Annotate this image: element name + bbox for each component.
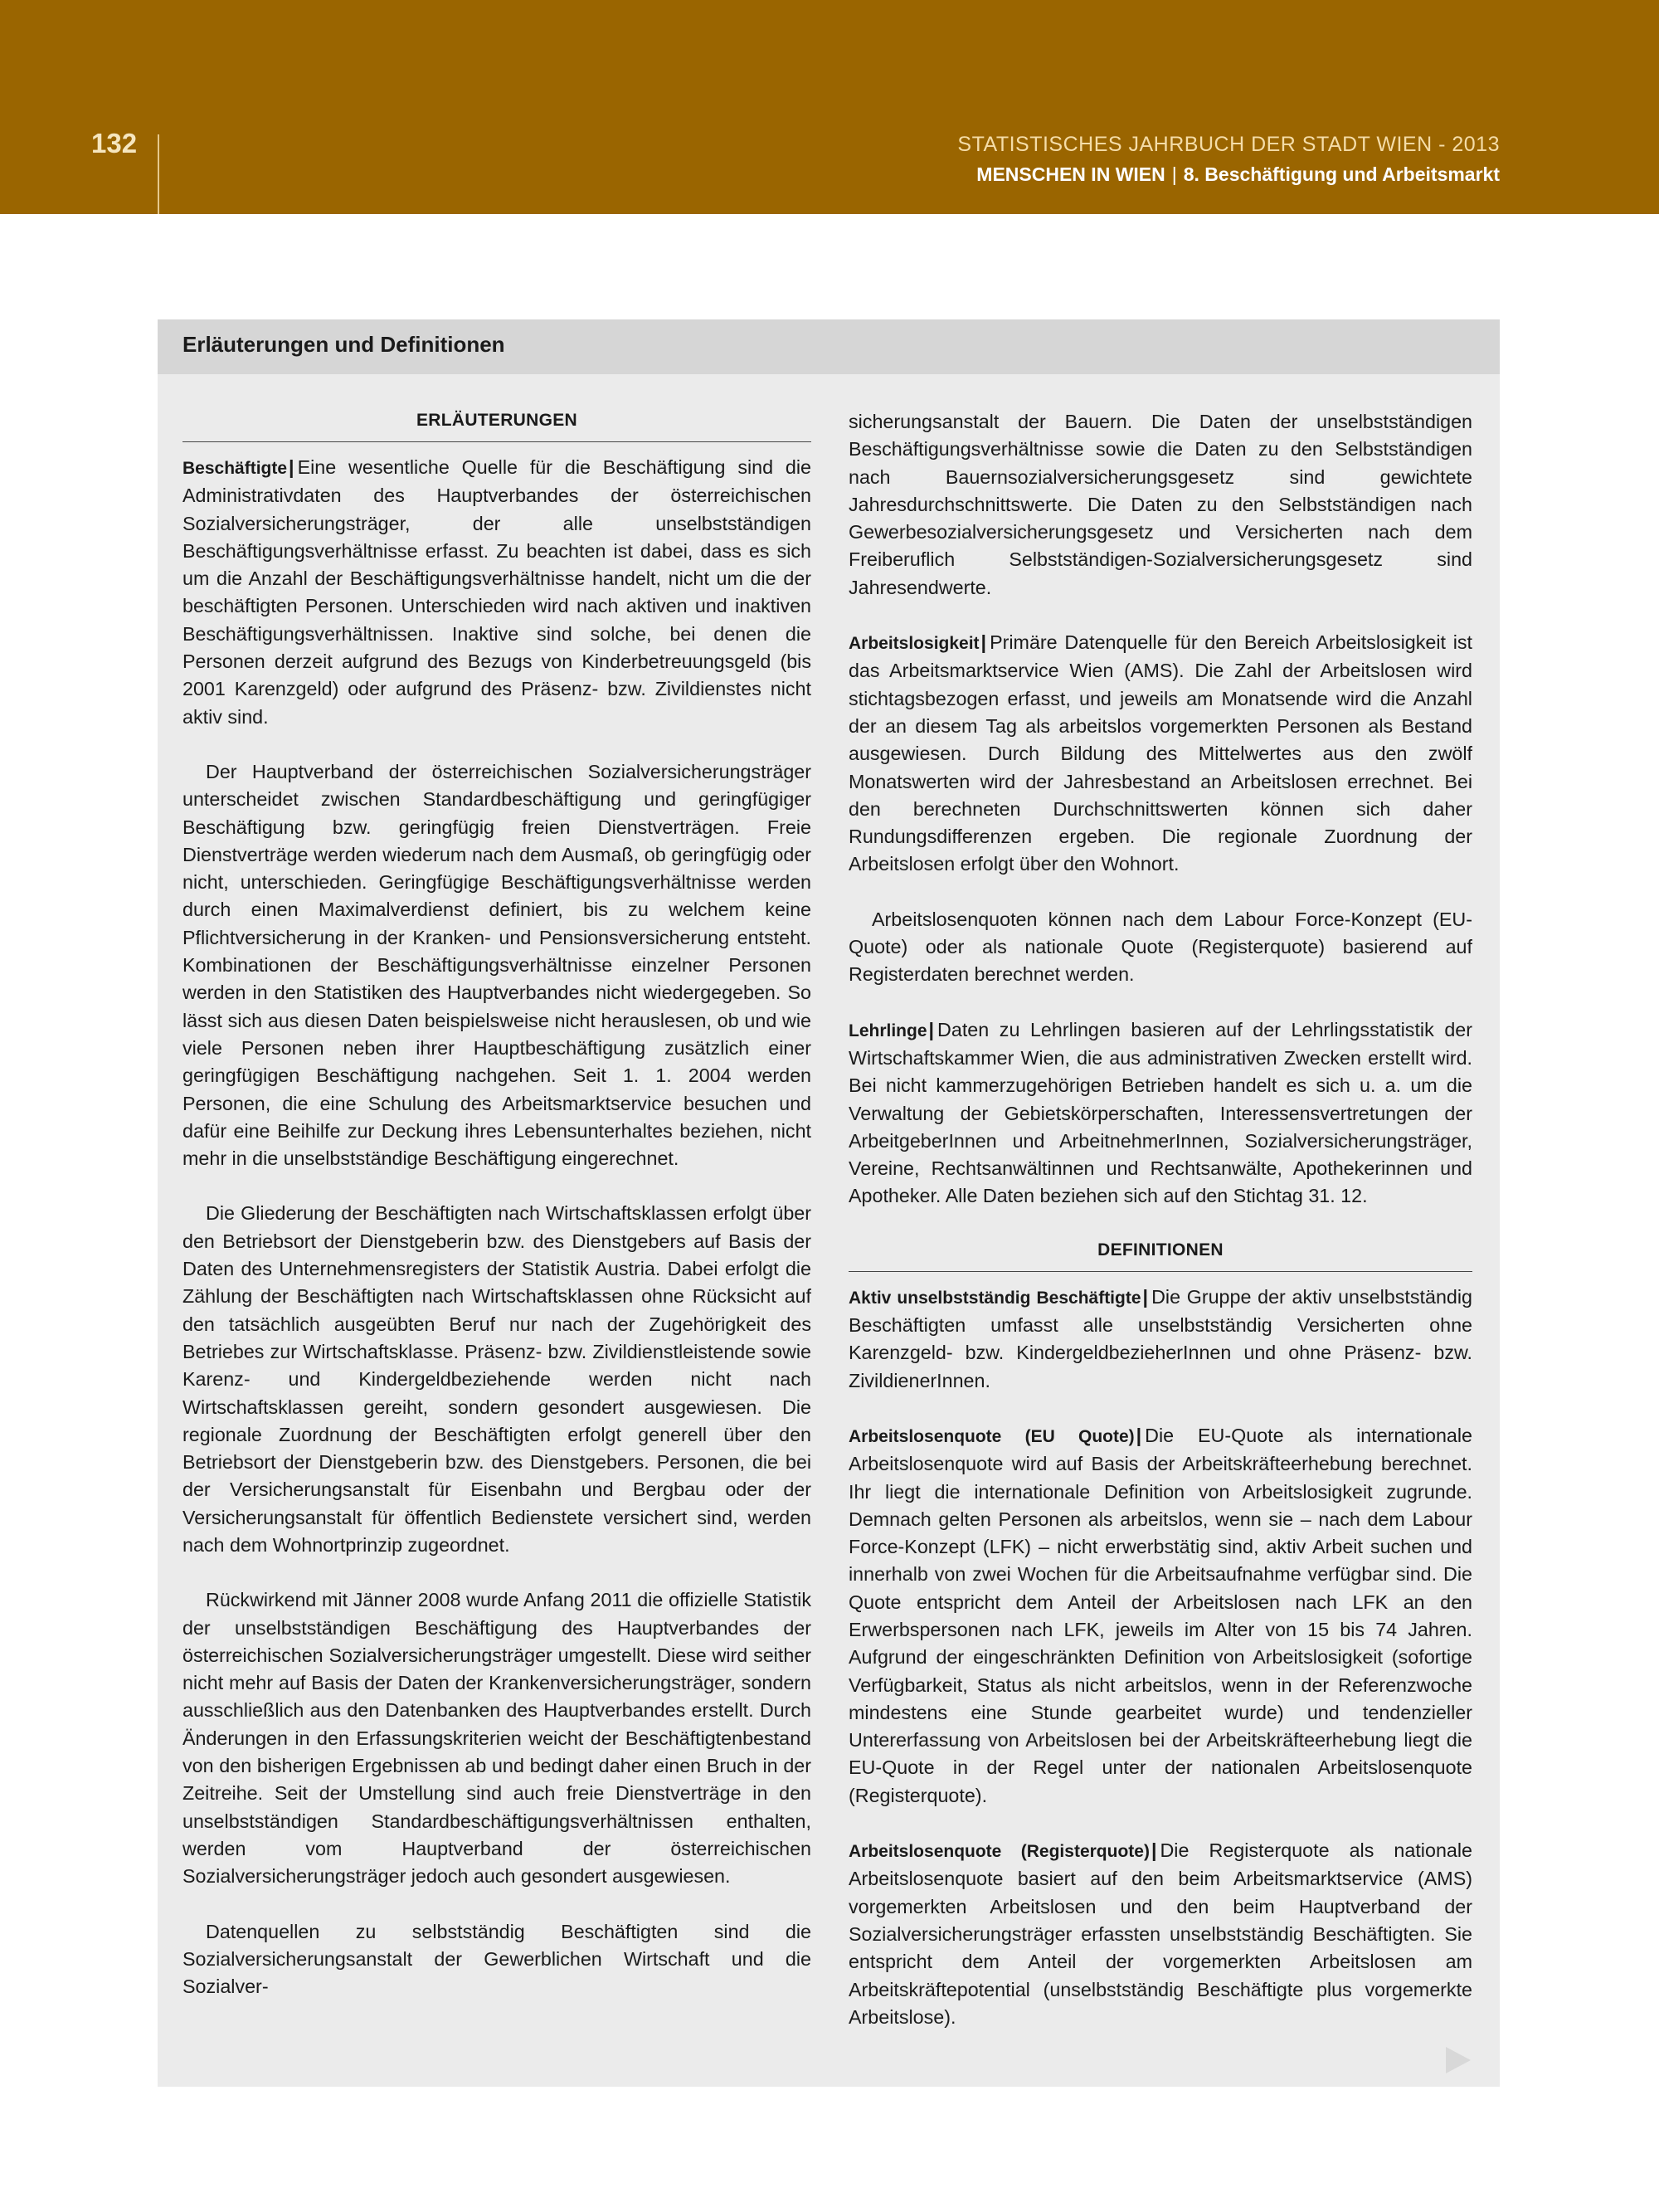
left-column: [182, 408, 811, 2000]
gliederung-paragraph: Die Gliederung der Beschäftigten nach Wirtschaftsklassen erfolgt über den Betriebsort der Dienstgeberin bzw. des Dienstgebers auf Basis der Daten des Unternehmensregisters der Statistik Austria. Dabei erfolgt die Zählung der Beschäftigten nach Wirtschaftsklassen ohne Rücksicht auf den tatsächlich ausgeübten Beruf nur nach der Zugehörigkeit des Betriebes zur Wirtschaftsklasse. Präsenz- bzw. Zivildienstleistende sowie Karenz- und Kindergeldbeziehende werden nicht nach Wirtschaftsklassen gereiht, sondern gesondert ausgewiesen. Die regionale Zuordnung der Beschäftigten erfolgt generell über den Betriebsort der Dienstgeberin bzw. des Dienstgebers. Personen, die bei der Versicherungsanstalt für Eisenbahn und Bergbau oder der Versicherungsanstalt für öffentlich Bedienstete versichert sind, werden nach dem Wohnortprinzip zugeordnet.: [182, 1202, 811, 1556]
page-number: 132: [91, 128, 138, 158]
term-separator: |: [289, 456, 294, 478]
definitionen-heading: DEFINITIONEN: [849, 1238, 1472, 1272]
header-titles: [957, 129, 1500, 189]
term-separator: |: [1142, 1285, 1149, 1308]
eu-quote-text: Die EU-Quote als internationale Arbeitslosenquote wird auf Basis der Arbeitskräfteerhebung berechnet. Ihr liegt die internationale Definition von Arbeitslosigkeit zugrunde. Demnach gelten Personen als arbeitslos, wenn sie – nach dem Labour Force-Konzept (LFK) – nicht erwerbstätig sind, aktiv Arbeit suchen und innerhalb von zwei Wochen für die Arbeitsaufnahme verfügbar sind. Die Quote entspricht dem Anteil der Arbeitslosen nach LFK an den Erwerbspersonen nach LFK, jeweils im Alter von 15 bis 74 Jahren. Aufgrund der eingeschränkten Definition von Arbeitslosigkeit (sofortige Verfügbarkeit, Status als nicht arbeitslos, wenn in der Referenzwoche mindestens eine Stunde gearbeitet wurde) und tendenzieller Untererfassung von Arbeitslosen bei der Arbeitskräfteerhebung liegt die EU-Quote in der Regel unter der nationalen Arbeitslosenquote (Registerquote).: [849, 1424, 1472, 1806]
aktiv-paragraph: [849, 1284, 1472, 1395]
quoten-paragraph: Arbeitslosenquoten können nach dem Labour Force-Konzept (EU-Quote) oder als nationale Quote (Registerquote) basierend auf Registerdaten berechnet werden.: [849, 908, 1472, 986]
register-text: Die Registerquote als nationale Arbeitslosenquote basiert auf den beim Arbeitsmarktservice (AMS) vorgemerkten Arbeitslosen und den beim Hauptverband der Sozialversicherungsträger erfassten unselbstständig Beschäftigten. Sie entspricht dem Anteil der vorgemerkten Arbeitslosen am Arbeitskräftepotential (unselbstständig Beschäftigte plus vorgemerkte Arbeitslose).: [849, 1839, 1472, 2028]
box-title: Erläuterungen und Definitionen: [182, 332, 505, 357]
definitions-box: [158, 319, 1500, 2087]
register-paragraph: [849, 1837, 1472, 2031]
right-column: [849, 408, 1472, 2031]
chapter-title: 8. Beschäftigung und Arbeitsmarkt: [1183, 163, 1500, 185]
term-separator: |: [980, 631, 987, 654]
eu-quote-paragraph: [849, 1422, 1472, 1810]
datenquellen-paragraph-start: Datenquellen zu selbstständig Beschäftigten sind die Sozialversicherungsanstalt der Gewerblichen Wirtschaft und die Sozialver-: [182, 1920, 811, 1998]
term-separator: |: [928, 1018, 935, 1040]
arbeitslosigkeit-paragraph: [849, 629, 1472, 879]
header-divider: [158, 134, 159, 214]
chapter-line: [957, 159, 1500, 189]
erlaeuterungen-heading: ERLÄUTERUNGEN: [182, 408, 811, 442]
beschaeftigte-term: Beschäftigte: [182, 459, 288, 478]
beschaeftigte-text: Eine wesentliche Quelle für die Beschäftigung sind die Administrativdaten des Hauptverbandes der österreichischen Sozialversicherungsträger, der alle unselbstständigen Beschäftigungsverhältnisse erfasst. Zu beachten ist dabei, dass es sich um die Anzahl der Beschäftigungsverhältnisse handelt, nicht um die der beschäftigten Personen. Unterschieden wird nach aktiven und inaktiven Beschäftigungsverhältnissen. Inaktive sind solche, bei denen die Personen derzeit aufgrund des Bezugs von Kinderbetreuungsgeld (bis 2001 Karenzgeld) oder aufgrund des Präsenz- bzw. Zivildienstes nicht aktiv sind.: [182, 456, 811, 728]
arbeitslosigkeit-text: Primäre Datenquelle für den Bereich Arbeitslosigkeit ist das Arbeitsmarktservice Wien (AMS). Die Zahl der Arbeitslosen wird stichtagsbezogen erfasst, und jeweils am Monatsende wird die Anzahl der an diesem Tag als arbeitslos vorgemerkten Personen als Bestand ausgewiesen. Durch Bildung des Mittelwertes aus den zwölf Monatswerten wird der Jahresbestand an Arbeitslosen errechnet. Bei den berechneten Durchschnittswerten können sich daher Rundungsdifferenzen ergeben. Die regionale Zuordnung der Arbeitslosen erfolgt über den Wohnort.: [849, 631, 1472, 875]
eu-quote-term: Arbeitslosenquote (EU Quote): [849, 1426, 1135, 1446]
rueckwirkend-paragraph: Rückwirkend mit Jänner 2008 wurde Anfang 2011 die offizielle Statistik der unselbstständigen Beschäftigung des Hauptverbandes der österreichischen Sozialversicherungsträger umgestellt. Diese wird seither nicht mehr auf Basis der Daten der Krankenversicherungsträger, sondern ausschließlich aus den Datenbanken des Hauptverbandes erstellt. Durch Änderungen in den Erfassungskriterien weicht der Beschäftigtenbestand von den bisherigen Ergebnissen ab und bedingt daher einen Bruch in der Zeitreihe. Seit der Umstellung sind auch freie Dienstverträge in den unselbstständigen Standardbeschäftigungsverhältnissen enthalten, werden vom Hauptverband der österreichischen Sozialversicherungsträger jedoch auch gesondert ausgewiesen.: [182, 1589, 811, 1888]
hauptverband-paragraph: Der Hauptverband der österreichischen Sozialversicherungsträger unterscheidet zwischen Standardbeschäftigung und geringfügiger Beschäftigung bzw. geringfügig freien Dienstverträgen. Freie Dienstverträge werden wiederum nach dem Ausmaß, ob geringfügig oder nicht, unterschieden. Geringfügige Beschäftigungsverhältnisse werden durch einen Maximalverdienst definiert, bis zu welchem keine Pflichtversicherung in der Kranken- und Pensionsversicherung entsteht. Kombinationen der Beschäftigungsverhältnisse einzelner Personen werden in den Statistiken des Hauptverbandes nicht wiedergegeben. So lässt sich aus diesen Daten beispielsweise nicht herauslesen, ob und wie viele Personen neben ihrer Hauptbeschäftigung zusätzlich einer geringfügigen Beschäftigung nachgehen. Seit 1. 1. 2004 werden Personen, die eine Schulung des Arbeitsmarktservice besuchen und dafür eine Beihilfe zur Deckung ihres Lebensunterhaltes beziehen, nicht mehr in die unselbstständige Beschäftigung eingerechnet.: [182, 760, 811, 1170]
lehrlinge-text: Daten zu Lehrlingen basieren auf der Lehrlingsstatistik der Wirtschaftskammer Wien, die aus administrativen Zwecken erstellt wird. Bei nicht kammerzugehörigen Betrieben handelt es sich u. a. um die Verwaltung der Gebietskörperschaften, Interessensvertretungen der ArbeitgeberInnen und ArbeitnehmerInnen, Sozialversicherungsträger, Vereine, Rechtsanwältinnen und Rechtsanwälte, Apothekerinnen und Apotheker. Alle Daten beziehen sich auf den Stichtag 31. 12.: [849, 1018, 1472, 1207]
page-header: [0, 0, 1659, 214]
lehrlinge-paragraph: [849, 1016, 1472, 1211]
chapter-section: MENSCHEN IN WIEN: [976, 163, 1165, 185]
next-page-arrow-icon: [1446, 2047, 1471, 2073]
box-title-bar: [158, 319, 1500, 374]
term-separator: |: [1151, 1839, 1157, 1862]
register-term: Arbeitslosenquote (Registerquote): [849, 1842, 1150, 1862]
yearbook-title: STATISTISCHES JAHRBUCH DER STADT WIEN - 2013: [957, 133, 1500, 156]
beschaeftigte-paragraph: [182, 454, 811, 731]
term-separator: |: [1136, 1424, 1142, 1446]
aktiv-text: Die Gruppe der aktiv unselbstständig Beschäftigten umfasst alle unselbstständig Versicherten ohne Karenzgeld- bzw. KindergeldbezieherInnen und ohne Präsenz- bzw. ZivildienerInnen.: [849, 1285, 1472, 1391]
datenquellen-paragraph-continued: sicherungsanstalt der Bauern. Die Daten der unselbstständigen Beschäftigungsverhältnisse sowie die Daten zu den Selbstständigen nach Bauernsozialversicherungsgesetz sind gewichtete Jahresdurchschnittswerte. Die Daten zu den Selbstständigen nach Gewerbesozialversicherungsgesetz und Versicherten nach dem Freiberuflich Selbstständigen-Sozialversicherungsgesetz sind Jahresendwerte.: [849, 411, 1472, 598]
lehrlinge-term: Lehrlinge: [849, 1021, 927, 1040]
chapter-separator: |: [1171, 163, 1177, 185]
arbeitslosigkeit-term: Arbeitslosigkeit: [849, 634, 980, 654]
aktiv-term: Aktiv unselbstständig Beschäftigte: [849, 1288, 1141, 1308]
